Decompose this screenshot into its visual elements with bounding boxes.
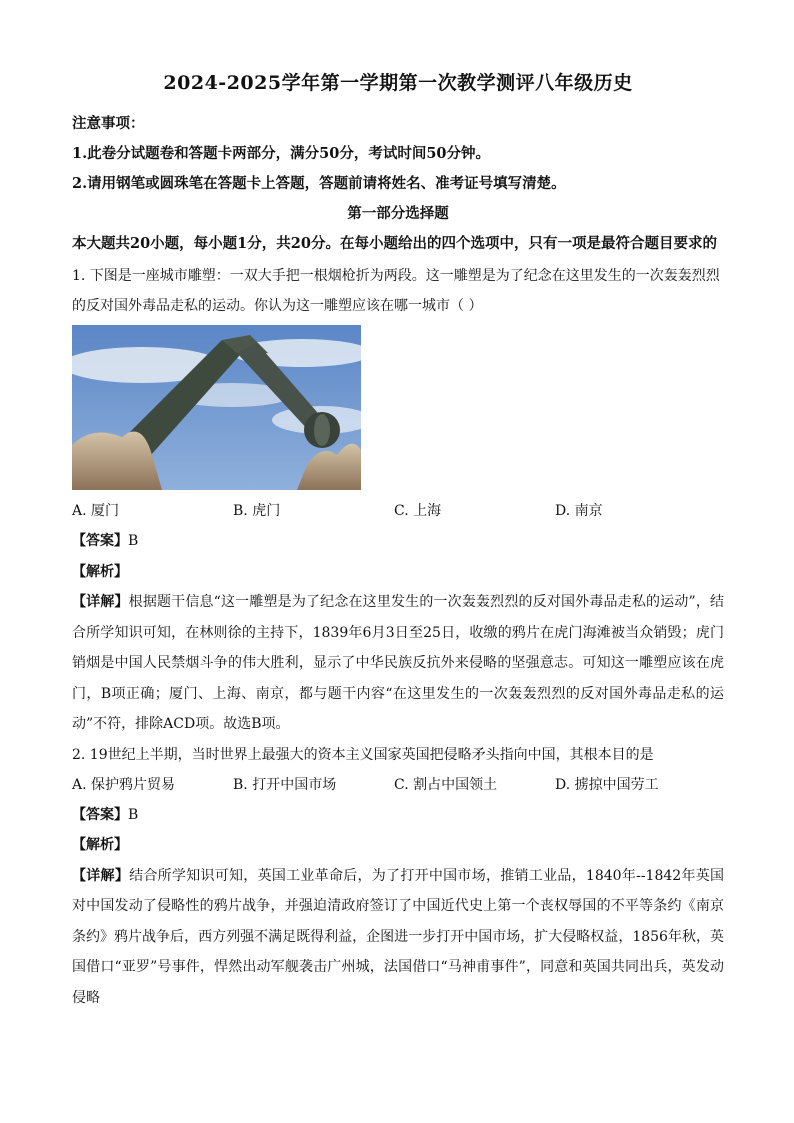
detail-paragraph: 【详解】结合所学知识可知，英国工业革命后，为了打开中国市场，推销工业品，1840年--1842年英国对中国发动了侵略性的鸦片战争，并强迫清政府签订了中国近代史上第一个丧权辱国的不平等条约《南京条约》鸦片战争后，西方列强不满足既得利益，企图进一步打开中国市场，扩大侵略权益，1856年秋，英国借口“亚罗”号事件，悍然出动军舰袭击广州城，法国借口“马神甫事件”，同意和英国共同出兵，英发动侵略: [72, 867, 725, 1006]
section-instruction: 本大题共20小题，每小题1分，共20分。在每小题给出的四个选项中，只有一项是最符合题目要求的: [72, 235, 717, 252]
notice-item: 1.此卷分试题卷和答题卡两部分，满分50分，考试时间50分钟。: [72, 145, 490, 162]
answer-line: 【答案】B: [72, 806, 139, 823]
notice-item: 2.请用钢笔或圆珠笔在答题卡上答题，答题前请将姓名、准考证号填写清楚。: [72, 175, 566, 192]
option-a: A. 厦门: [72, 503, 120, 519]
page-title: 2024-2025学年第一学期第一次教学测评八年级历史: [163, 72, 633, 94]
detail-paragraph: 【详解】根据题干信息“这一雕塑是为了纪念在这里发生的一次轰轰烈烈的反对国外毒品走私的运动”，结合所学知识可知，在林则徐的主持下，1839年6月3日至25日，收缴的鸦片在虎门海滩被当众销毁；虎门销烟是中国人民禁烟斗争的伟大胜利，显示了中华民族反抗外来侵略的坚强意志。可知这一雕塑应该在虎门，B项正确；厦门、上海、南京，都与题干内容“在这里发生的一次轰轰烈烈的反对国外毒品走私的运动”不符，排除ACD项。故选B项。: [72, 594, 725, 732]
option-d: D. 掳掠中国劳工: [555, 776, 659, 793]
option-c: C. 割占中国领土: [394, 776, 498, 793]
sculpture-photo: [72, 325, 361, 490]
section-title: 第一部分选择题: [347, 205, 449, 222]
option-b: B. 虎门: [233, 503, 281, 519]
question-1-stem: 1. 下图是一座城市雕塑：一双大手把一根烟枪折为两段。这一雕塑是为了纪念在这里发生的一次轰轰烈烈的反对国外毒品走私的运动。你认为这一雕塑应该在哪一城市（ ）: [72, 268, 720, 314]
exam-page: [72, 60, 724, 1013]
option-c: C. 上海: [394, 503, 442, 519]
notice-heading: 注意事项：: [72, 115, 145, 132]
question-2-options: [72, 770, 724, 800]
analysis-label: 【解析】: [72, 563, 128, 580]
question-1-options: [72, 496, 724, 526]
option-b: B. 打开中国市场: [233, 776, 337, 793]
answer-line: 【答案】B: [72, 533, 139, 549]
option-a: A. 保护鸦片贸易: [72, 776, 176, 793]
option-d: D. 南京: [555, 503, 603, 519]
analysis-label: 【解析】: [72, 837, 128, 853]
question-2-stem: 2. 19世纪上半期，当时世界上最强大的资本主义国家英国把侵略矛头指向中国，其根本目的是: [72, 746, 654, 763]
